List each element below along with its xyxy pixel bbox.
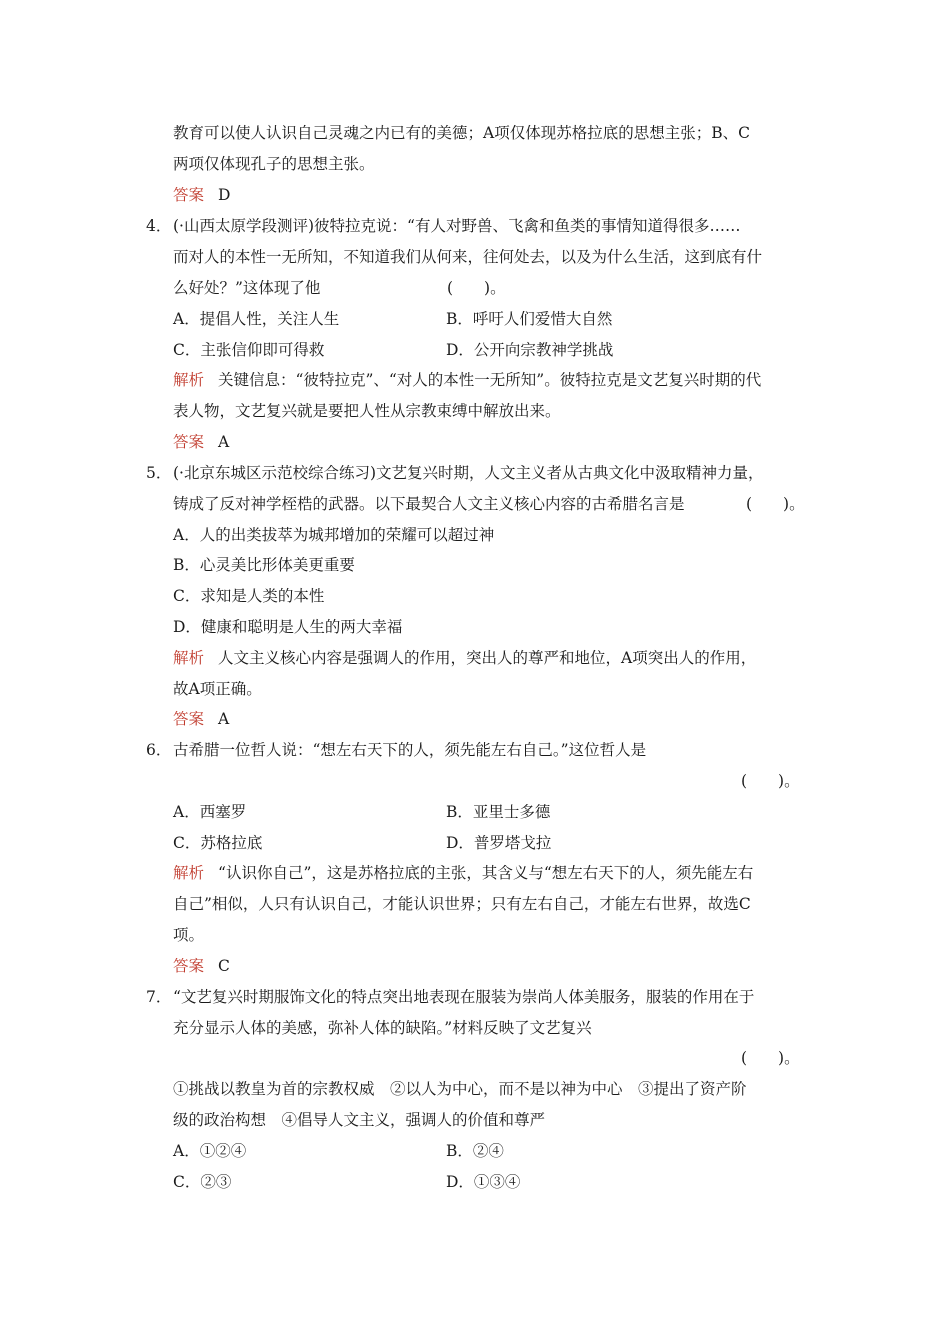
q4-answer-blank: ( )。 bbox=[447, 279, 506, 297]
q3-explanation-line-2: 两项仅体现孔子的思想主张。 bbox=[173, 155, 375, 173]
q4-question-line-1 bbox=[146, 215, 740, 237]
q6-question-line-1 bbox=[146, 739, 646, 761]
q7-question-line-2: 充分显示人体的美感，弥补人体的缺陷。”材料反映了文艺复兴 bbox=[173, 1019, 592, 1037]
q6-option-c: C．苏格拉底 bbox=[173, 834, 263, 852]
q4-stem-text: (·山西太原学段测评)彼特拉克说：“有人对野兽、飞禽和鱼类的事情知道得很多…… bbox=[173, 217, 741, 235]
q7-answer-blank: ( )。 bbox=[741, 1049, 800, 1067]
q4-option-b: B．呼吁人们爱惜大自然 bbox=[446, 310, 613, 328]
q4-question-line-3: 么好处？”这体现了他 bbox=[173, 279, 321, 297]
q5-question-line-1 bbox=[146, 462, 764, 484]
q7-question-line-1 bbox=[146, 986, 754, 1008]
q6-answer bbox=[173, 955, 230, 977]
q6-answer-blank: ( )。 bbox=[741, 772, 800, 790]
q7-option-c: C．②③ bbox=[173, 1173, 232, 1191]
q5-analysis-line-1 bbox=[173, 647, 756, 669]
q4-option-d: D．公开向宗教神学挑战 bbox=[446, 341, 614, 359]
question-number: 4． bbox=[146, 217, 172, 235]
answer-label: 答案 bbox=[173, 186, 205, 204]
answer-label: 答案 bbox=[173, 710, 205, 728]
q5-answer-blank: ( )。 bbox=[746, 495, 805, 513]
q5-stem-text: (·北京东城区示范校综合练习)文艺复兴时期，人文主义者从古典文化中汲取精神力量， bbox=[173, 464, 764, 482]
q6-analysis-line-2: 自己”相似，人只有认识自己，才能认识世界；只有左右自己，才能左右世界，故选C bbox=[173, 895, 751, 913]
analysis-label: 解析 bbox=[173, 371, 205, 389]
q7-items-line-1: ①挑战以教皇为首的宗教权威 ②以人为中心，而不是以神为中心 ③提出了资产阶 bbox=[173, 1080, 747, 1098]
q6-analysis-line-1 bbox=[173, 862, 753, 884]
q6-option-a: A．西塞罗 bbox=[173, 803, 247, 821]
q3-explanation-line-1: 教育可以使人认识自己灵魂之内已有的美德；A项仅体现苏格拉底的思想主张；B、C bbox=[173, 124, 750, 142]
q3-answer bbox=[173, 184, 230, 206]
answer-value: A bbox=[218, 710, 230, 728]
question-number: 6． bbox=[146, 741, 172, 759]
q7-stem-text: “文艺复兴时期服饰文化的特点突出地表现在服装为崇尚人体美服务，服装的作用在于 bbox=[173, 988, 755, 1006]
q4-analysis-line-1 bbox=[173, 369, 761, 391]
q4-option-a: A．提倡人性，关注人生 bbox=[173, 310, 340, 328]
q5-option-b: B．心灵美比形体美更重要 bbox=[173, 556, 355, 574]
answer-value: D bbox=[218, 186, 231, 204]
answer-value: A bbox=[218, 433, 230, 451]
q5-option-d: D．健康和聪明是人生的两大幸福 bbox=[173, 618, 403, 636]
q6-analysis-line-3: 项。 bbox=[173, 926, 205, 944]
q4-answer bbox=[173, 431, 229, 453]
q7-items-line-2: 级的政治构想 ④倡导人文主义，强调人的价值和尊严 bbox=[173, 1111, 546, 1129]
q5-answer bbox=[173, 708, 229, 730]
q4-question-line-2: 而对人的本性一无所知，不知道我们从何来，往何处去，以及为什么生活，这到底有什 bbox=[173, 248, 763, 266]
answer-label: 答案 bbox=[173, 957, 205, 975]
answer-value: C bbox=[218, 957, 230, 975]
q7-option-a: A．①②④ bbox=[173, 1142, 247, 1160]
analysis-label: 解析 bbox=[173, 864, 205, 882]
q4-analysis-line-2: 表人物，文艺复兴就是要把人性从宗教束缚中解放出来。 bbox=[173, 402, 561, 420]
q7-option-d: D．①③④ bbox=[446, 1173, 521, 1191]
analysis-text: 关键信息：“彼特拉克”、“对人的本性一无所知”。彼特拉克是文艺复兴时期的代 bbox=[218, 371, 762, 389]
question-number: 7． bbox=[146, 988, 172, 1006]
q6-option-d: D．普罗塔戈拉 bbox=[446, 834, 552, 852]
analysis-text: “认识你自己”，这是苏格拉底的主张，其含义与“想左右天下的人，须先能左右 bbox=[218, 864, 754, 882]
analysis-text: 人文主义核心内容是强调人的作用，突出人的尊严和地位，A项突出人的作用， bbox=[218, 649, 757, 667]
q5-option-c: C．求知是人类的本性 bbox=[173, 587, 325, 605]
q5-question-line-2: 铸成了反对神学桎梏的武器。以下最契合人文主义核心内容的古希腊名言是 bbox=[173, 495, 685, 513]
question-number: 5． bbox=[146, 464, 172, 482]
q5-analysis-line-2: 故A项正确。 bbox=[173, 680, 262, 698]
q4-option-c: C．主张信仰即可得救 bbox=[173, 341, 325, 359]
q5-option-a: A．人的出类拔萃为城邦增加的荣耀可以超过神 bbox=[173, 526, 495, 544]
q6-stem-text: 古希腊一位哲人说：“想左右天下的人，须先能左右自己。”这位哲人是 bbox=[173, 741, 647, 759]
answer-label: 答案 bbox=[173, 433, 205, 451]
analysis-label: 解析 bbox=[173, 649, 205, 667]
q7-option-b: B．②④ bbox=[446, 1142, 504, 1160]
q6-option-b: B．亚里士多德 bbox=[446, 803, 551, 821]
